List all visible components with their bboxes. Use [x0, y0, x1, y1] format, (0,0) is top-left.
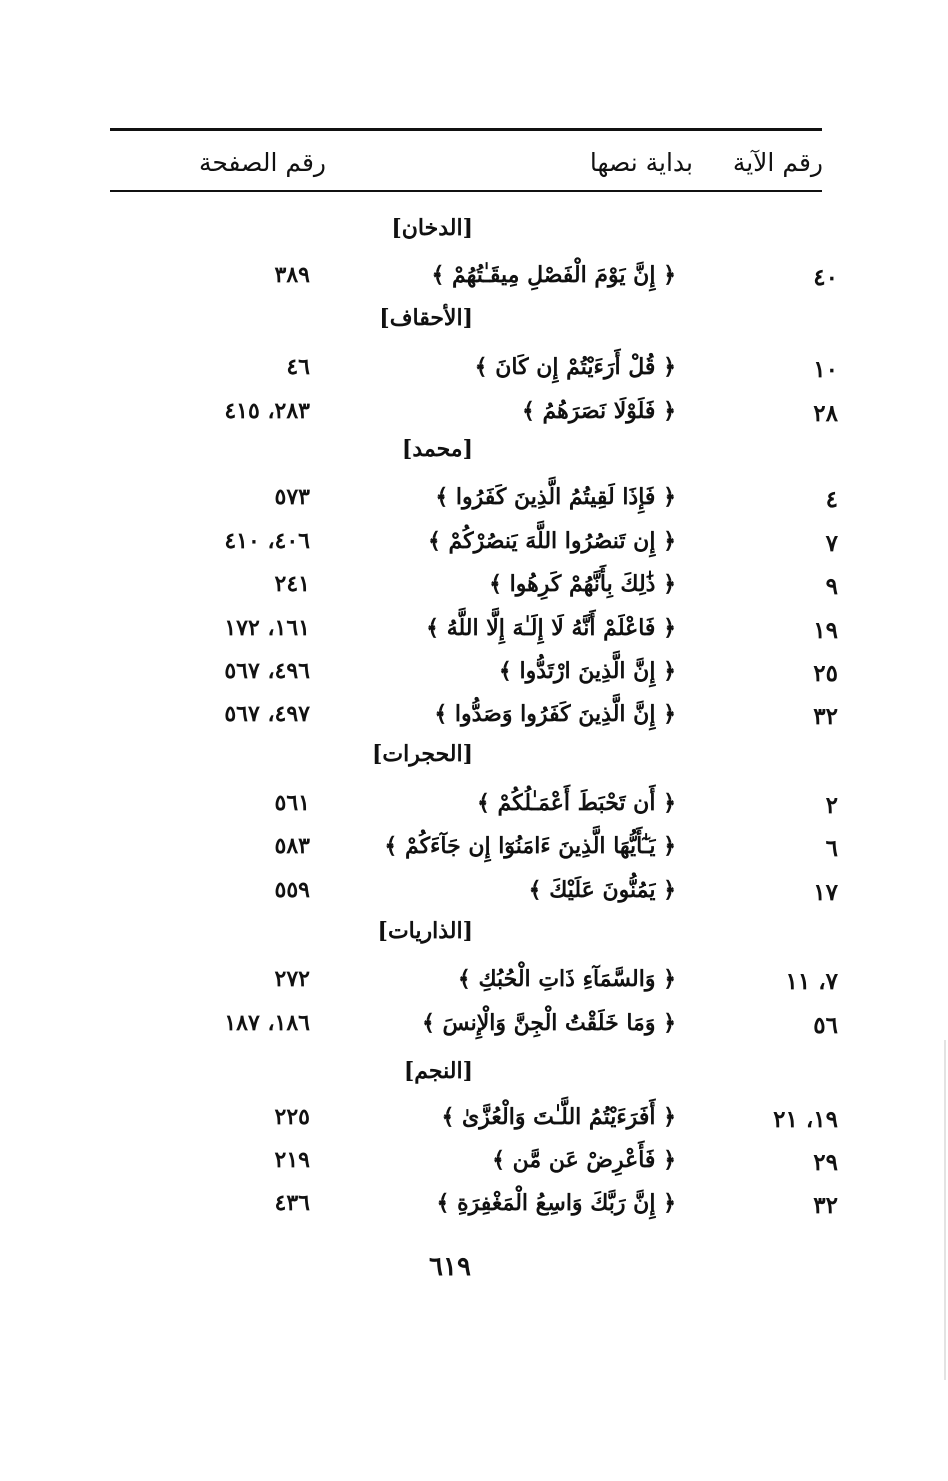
- index-row: [0, 1006, 948, 1046]
- page-references: ٢٤١: [274, 571, 310, 597]
- verse-number: ١٩، ٢١: [773, 1106, 838, 1133]
- verse-start-text: ﴿ قُلْ أَرَءَيْتُمْ إِن كَانَ ﴾: [474, 354, 676, 380]
- surah-heading: [الذاريات]: [377, 918, 473, 944]
- verse-start-text: ﴿ إِنَّ الَّذِينَ ارْتَدُّوا ﴾: [498, 658, 676, 684]
- verse-start-text: ﴿ وَمَا خَلَقْتُ الْجِنَّ وَالْإِنسَ ﴾: [421, 1010, 676, 1036]
- page-number: ٦١٩: [429, 1252, 471, 1282]
- verse-start-text: ﴿ إِن تَنصُرُوا اللَّهَ يَنصُرْكُمْ ﴾: [427, 528, 676, 554]
- page-references: ٤٩٧، ٥٦٧: [224, 701, 310, 727]
- surah-heading: [محمد]: [401, 436, 473, 462]
- verse-number: ٢: [825, 792, 838, 819]
- index-row: [0, 258, 948, 298]
- index-row: [0, 697, 948, 737]
- verse-start-text: ﴿ إِنَّ رَبَّكَ وَاسِعُ الْمَغْفِرَةِ ﴾: [436, 1190, 676, 1216]
- verse-number: ٩: [825, 573, 838, 600]
- surah-heading: [الأحقاف]: [379, 305, 473, 331]
- verse-number: ١٩: [813, 617, 838, 644]
- index-row: [0, 524, 948, 564]
- index-row: [0, 350, 948, 390]
- page-edge-shadow: [944, 1040, 946, 1380]
- verse-start-text: ﴿ يَـٰٓأَيُّهَا الَّذِينَ ءَامَنُوٓا إِن جَآءَكُمْ ﴾: [384, 833, 676, 859]
- verse-start-text: ﴿ إِنَّ يَوْمَ الْفَصْلِ مِيقَـٰتُهُمْ ﴾: [431, 262, 676, 288]
- index-row: [0, 567, 948, 607]
- verse-number: ٢٥: [813, 660, 838, 687]
- verse-number: ٥٦: [813, 1012, 838, 1039]
- verse-start-text: ﴿ وَالسَّمَآءِ ذَاتِ الْحُبُكِ ﴾: [457, 966, 676, 992]
- verse-start-text: ﴿ فَأَعْرِضْ عَن مَّن ﴾: [492, 1147, 676, 1173]
- page-references: ٤٩٦، ٥٦٧: [224, 658, 310, 684]
- index-row: [0, 786, 948, 826]
- index-row: [0, 1100, 948, 1140]
- verse-start-text: ﴿ فَلَوْلَا نَصَرَهُمُ ﴾: [521, 398, 676, 424]
- index-row: [0, 829, 948, 869]
- verse-start-text: ﴿ أَفَرَءَيْتُمُ اللَّـٰتَ وَالْعُزَّىٰ ﴾: [441, 1104, 676, 1130]
- verse-number: ١٧: [813, 879, 838, 906]
- page-references: ٤٦: [286, 354, 310, 380]
- header-verse-start: بداية نصها: [589, 148, 693, 177]
- verse-number: ٣٢: [813, 1192, 838, 1219]
- verse-number: ٢٨: [813, 400, 838, 427]
- page-references: ٢٢٥: [274, 1104, 310, 1130]
- page-references: ٥٥٩: [274, 877, 310, 903]
- page-references: ٥٧٣: [274, 484, 310, 510]
- header-rule: [110, 190, 822, 192]
- index-row: [0, 654, 948, 694]
- page-references: ٥٨٣: [274, 833, 310, 859]
- verse-number: ٤: [825, 486, 838, 513]
- page-references: ٢٧٢: [274, 966, 310, 992]
- verse-number: ٧، ١١: [785, 968, 838, 995]
- index-row: [0, 873, 948, 913]
- verse-number: ١٠: [813, 356, 838, 383]
- index-row: [0, 611, 948, 651]
- page-references: ٤٠٦، ٤١٠: [224, 528, 310, 554]
- verse-start-text: ﴿ أَن تَحْبَطَ أَعْمَـٰلُكُمْ ﴾: [476, 790, 676, 816]
- page-references: ٢٨٣، ٤١٥: [224, 398, 310, 424]
- index-row: [0, 394, 948, 434]
- index-row: [0, 480, 948, 520]
- page-references: ٢١٩: [274, 1147, 310, 1173]
- verse-start-text: ﴿ ذَٰلِكَ بِأَنَّهُمْ كَرِهُوا ﴾: [489, 571, 676, 597]
- index-row: [0, 1186, 948, 1226]
- verse-start-text: ﴿ فَإِذَا لَقِيتُمُ الَّذِينَ كَفَرُوا ﴾: [435, 484, 676, 510]
- verse-number: ٢٩: [813, 1149, 838, 1176]
- top-rule: [110, 128, 822, 131]
- page-references: ٤٣٦: [274, 1190, 310, 1216]
- verse-start-text: ﴿ يَمُنُّونَ عَلَيْكَ ﴾: [528, 877, 676, 903]
- verse-number: ٧: [825, 530, 838, 557]
- surah-heading: [الحجرات]: [372, 741, 473, 767]
- page-references: ٣٨٩: [274, 262, 310, 288]
- surah-heading: [الدخان]: [391, 215, 473, 241]
- verse-number: ٦: [825, 835, 838, 862]
- header-verse-number: رقم الآية: [732, 148, 823, 177]
- page-references: ١٦١، ١٧٢: [224, 615, 310, 641]
- page-references: ١٨٦، ١٨٧: [224, 1010, 310, 1036]
- header-page-number: رقم الصفحة: [198, 148, 326, 177]
- verse-number: ٣٢: [813, 703, 838, 730]
- verse-start-text: ﴿ إِنَّ الَّذِينَ كَفَرُوا وَصَدُّوا ﴾: [434, 701, 676, 727]
- surah-heading: [النجم]: [403, 1058, 473, 1084]
- verse-start-text: ﴿ فَاعْلَمْ أَنَّهُ لَا إِلَـٰهَ إِلَّا اللَّهُ ﴾: [426, 615, 676, 641]
- verse-number: ٤٠: [813, 264, 838, 291]
- index-row: [0, 962, 948, 1002]
- index-row: [0, 1143, 948, 1183]
- page-references: ٥٦١: [274, 790, 310, 816]
